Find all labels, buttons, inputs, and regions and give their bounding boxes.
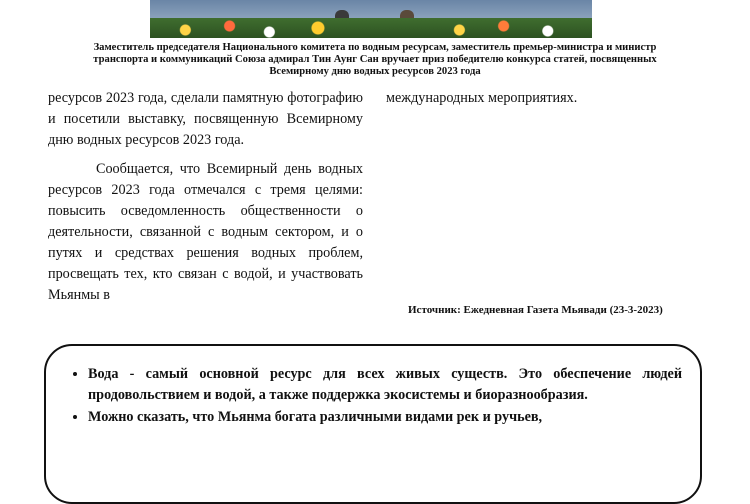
- photo-caption: Заместитель председателя Национального комитета по водным ресурсам, заместитель премьер-министра и министр транспорта и коммуникаций Союза адмирал Тин Аунг Сан вручает приз победителю конкурса статей, посвященных Всемирному дню водных ресурсов 2023 года: [93, 42, 657, 77]
- paragraph: ресурсов 2023 года, сделали памятную фотографию и посетили выставку, посвященную Всемирному дню водных ресурсов 2023 года.: [48, 90, 363, 148]
- paragraph: Сообщается, что Всемирный день водных ресурсов 2023 года отмечался с тремя целями: повысить осведомленность общественности о деятельности, связанной с водным сектором, и о путях и средствах решения водных проблем, просвещать тех, кто связан с водой, и участвовать Мьянмы в: [48, 161, 363, 303]
- source-citation: Источник: Ежедневная Газета Мьявади (23-3-2023): [408, 304, 663, 316]
- flower-decoration: [150, 18, 592, 38]
- list-item: • Можно сказать, что Мьянма богата различными видами рек и ручьев,: [88, 407, 682, 428]
- key-points-list: [64, 364, 682, 428]
- right-column: [386, 88, 716, 109]
- key-points-box: [44, 344, 702, 504]
- list-item: • Вода - самый основной ресурс для всех живых существ. Это обеспечение людей продовольствием и водой, а также поддержка экосистемы и биоразнообразия.: [88, 364, 682, 405]
- paragraph: международных мероприятиях.: [386, 90, 578, 106]
- left-column: [48, 88, 363, 306]
- event-photo: [150, 0, 592, 38]
